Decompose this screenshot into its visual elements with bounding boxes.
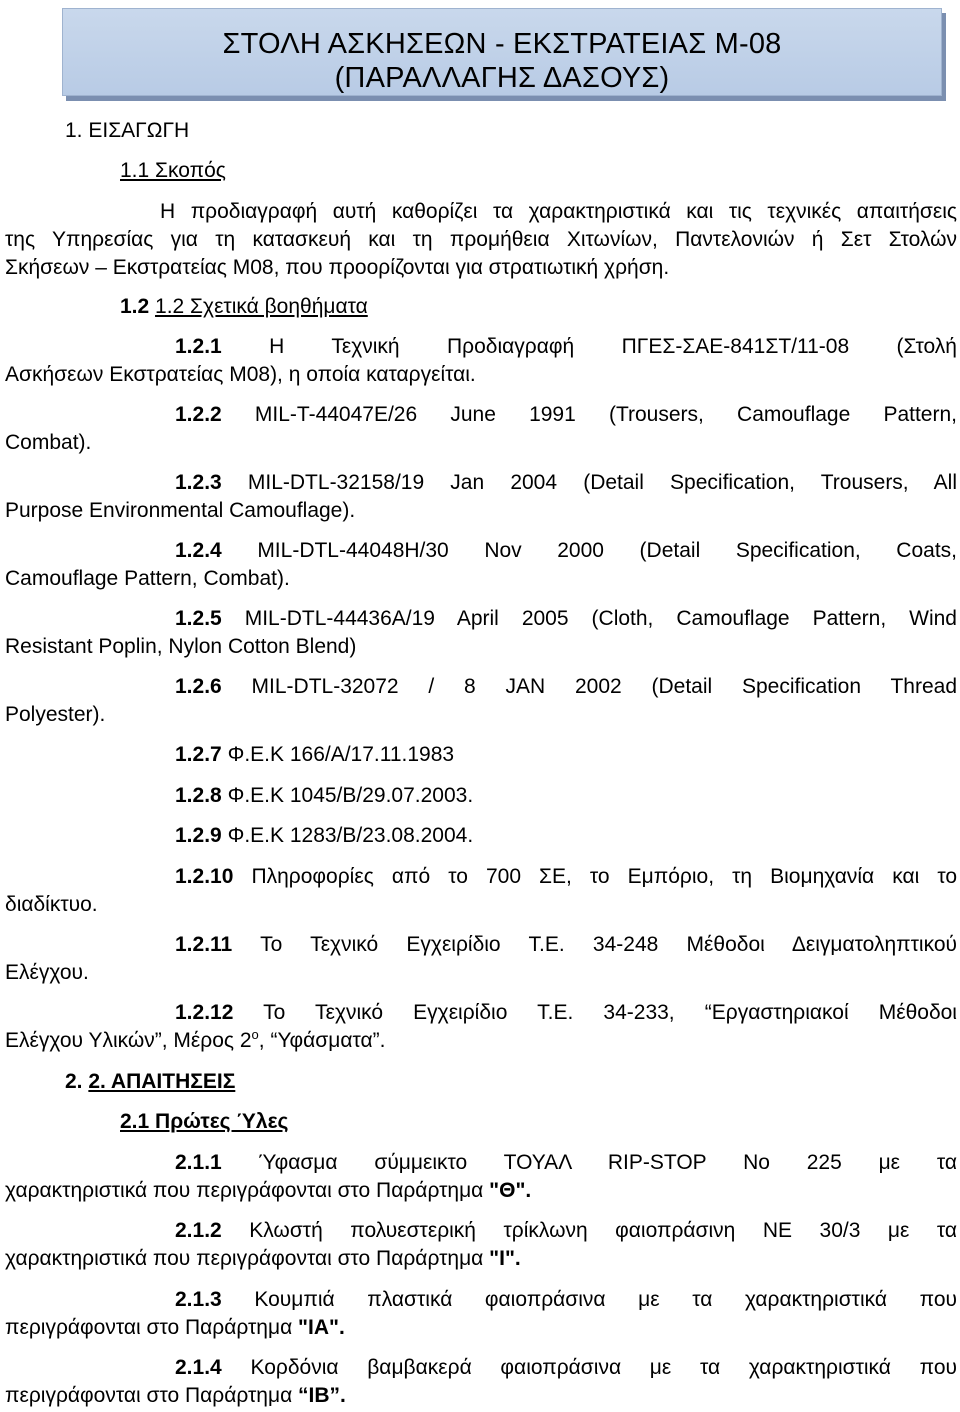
subsection-heading-references: 1.2 1.2 Σχετικά βοηθήματα bbox=[120, 295, 368, 318]
reference-item: 1.2.4 MIL-DTL-44048H/30 Nov 2000 (Detail Specification, Coats, bbox=[175, 539, 957, 562]
reference-item: 1.2.12 Το Τεχνικό Εγχειρίδιο Τ.Ε. 34-233, “Εργαστηριακοί Μέθοδοι bbox=[175, 1001, 957, 1024]
reference-item: 1.2.11 Το Τεχνικό Εγχειρίδιο Τ.Ε. 34-248 Μέθοδοι Δειγματοληπτικού bbox=[175, 933, 957, 956]
section-heading-requirements: 2. 2. ΑΠΑΙΤΗΣΕΙΣ bbox=[65, 1070, 236, 1093]
requirement-item-cont: περιγράφονται στο Παράρτημα "ΙΑ". bbox=[5, 1316, 345, 1339]
reference-item: 1.2.9 Φ.Ε.Κ 1283/Β/23.08.2004. bbox=[175, 824, 474, 847]
reference-item: 1.2.6 MIL-DTL-32072 / 8 JAN 2002 (Detail Specification Thread bbox=[175, 675, 957, 698]
reference-item: 1.2.3 MIL-DTL-32158/19 Jan 2004 (Detail Specification, Trousers, All bbox=[175, 471, 957, 494]
reference-item-cont: Purpose Environmental Camouflage). bbox=[5, 499, 356, 522]
reference-item-cont: Combat). bbox=[5, 431, 92, 454]
document-title: ΣΤΟΛΗ ΑΣΚΗΣΕΩΝ - ΕΚΣΤΡΑΤΕΙΑΣ Μ-08 bbox=[222, 28, 782, 60]
purpose-paragraph-line-1: Η προδιαγραφή αυτή καθορίζει τα χαρακτηριστικά και τις τεχνικές απαιτήσεις bbox=[160, 200, 957, 223]
requirement-item-cont: χαρακτηριστικά που περιγράφονται στο Παράρτημα "Θ". bbox=[5, 1179, 532, 1202]
reference-item-cont: Ελέγχου Υλικών”, Μέρος $2^o$, “Υφάσματα”. bbox=[5, 1027, 386, 1052]
reference-item-cont: διαδίκτυο. bbox=[5, 893, 98, 916]
reference-item: 1.2.7 Φ.Ε.Κ 166/Α/17.11.1983 bbox=[175, 743, 455, 766]
reference-item: 1.2.10 Πληροφορίες από το 700 ΣΕ, το Εμπόριο, τη Βιομηχανία και το bbox=[175, 865, 957, 888]
subsection-heading-purpose: 1.1 Σκοπός bbox=[120, 159, 226, 182]
requirement-item-cont: χαρακτηριστικά που περιγράφονται στο Παράρτημα "Ι". bbox=[5, 1247, 521, 1270]
purpose-paragraph-line-3: Σκήσεων – Εκστρατείας Μ08, που προορίζονται για στρατιωτική χρήση. bbox=[5, 256, 670, 279]
subsection-heading-raw-materials: 2.1 Πρώτες Ύλες bbox=[120, 1110, 289, 1133]
reference-item-cont: Camouflage Pattern, Combat). bbox=[5, 567, 290, 590]
section-heading-introduction: 1. ΕΙΣΑΓΩΓΗ bbox=[65, 119, 190, 142]
reference-item-cont: Ασκήσεων Εκστρατείας Μ08), η οποία καταργείται. bbox=[5, 363, 476, 386]
title-banner bbox=[62, 8, 942, 96]
reference-item-cont: Polyester). bbox=[5, 703, 106, 726]
requirement-item: 2.1.1 Ύφασμα σύμμεικτο ΤΟΥΑΛ RIP-STOP Νο 225 με τα bbox=[175, 1151, 957, 1174]
reference-item-cont: Ελέγχου. bbox=[5, 961, 89, 984]
reference-item: 1.2.5 MIL-DTL-44436A/19 April 2005 (Cloth, Camouflage Pattern, Wind bbox=[175, 607, 957, 630]
requirement-item: 2.1.2 Κλωστή πολυεστερική τρίκλωνη φαιοπράσινη ΝΕ 30/3 με τα bbox=[175, 1219, 957, 1242]
reference-item: 1.2.1 Η Τεχνική Προδιαγραφή ΠΓΕΣ-ΣΑΕ-841ΣΤ/11-08 (Στολή bbox=[175, 335, 957, 358]
reference-item: 1.2.8 Φ.Ε.Κ 1045/Β/29.07.2003. bbox=[175, 784, 474, 807]
purpose-paragraph-line-2: της Υπηρεσίας για τη κατασκευή και τη προμήθεια Χιτωνίων, Παντελονιών ή Σετ Στολών bbox=[5, 228, 957, 251]
document-subtitle: (ΠΑΡΑΛΛΑΓΗΣ ΔΑΣΟΥΣ) bbox=[334, 62, 670, 94]
requirement-item-cont: περιγράφονται στο Παράρτημα “ΙΒ”. bbox=[5, 1384, 346, 1407]
reference-item-cont: Resistant Poplin, Nylon Cotton Blend) bbox=[5, 635, 357, 658]
requirement-item: 2.1.3 Κουμπιά πλαστικά φαιοπράσινα με τα χαρακτηριστικά που bbox=[175, 1288, 957, 1311]
reference-item: 1.2.2 MIL-T-44047E/26 June 1991 (Trousers, Camouflage Pattern, bbox=[175, 403, 957, 426]
requirement-item: 2.1.4 Κορδόνια βαμβακερά φαιοπράσινα με τα χαρακτηριστικά που bbox=[175, 1356, 957, 1379]
